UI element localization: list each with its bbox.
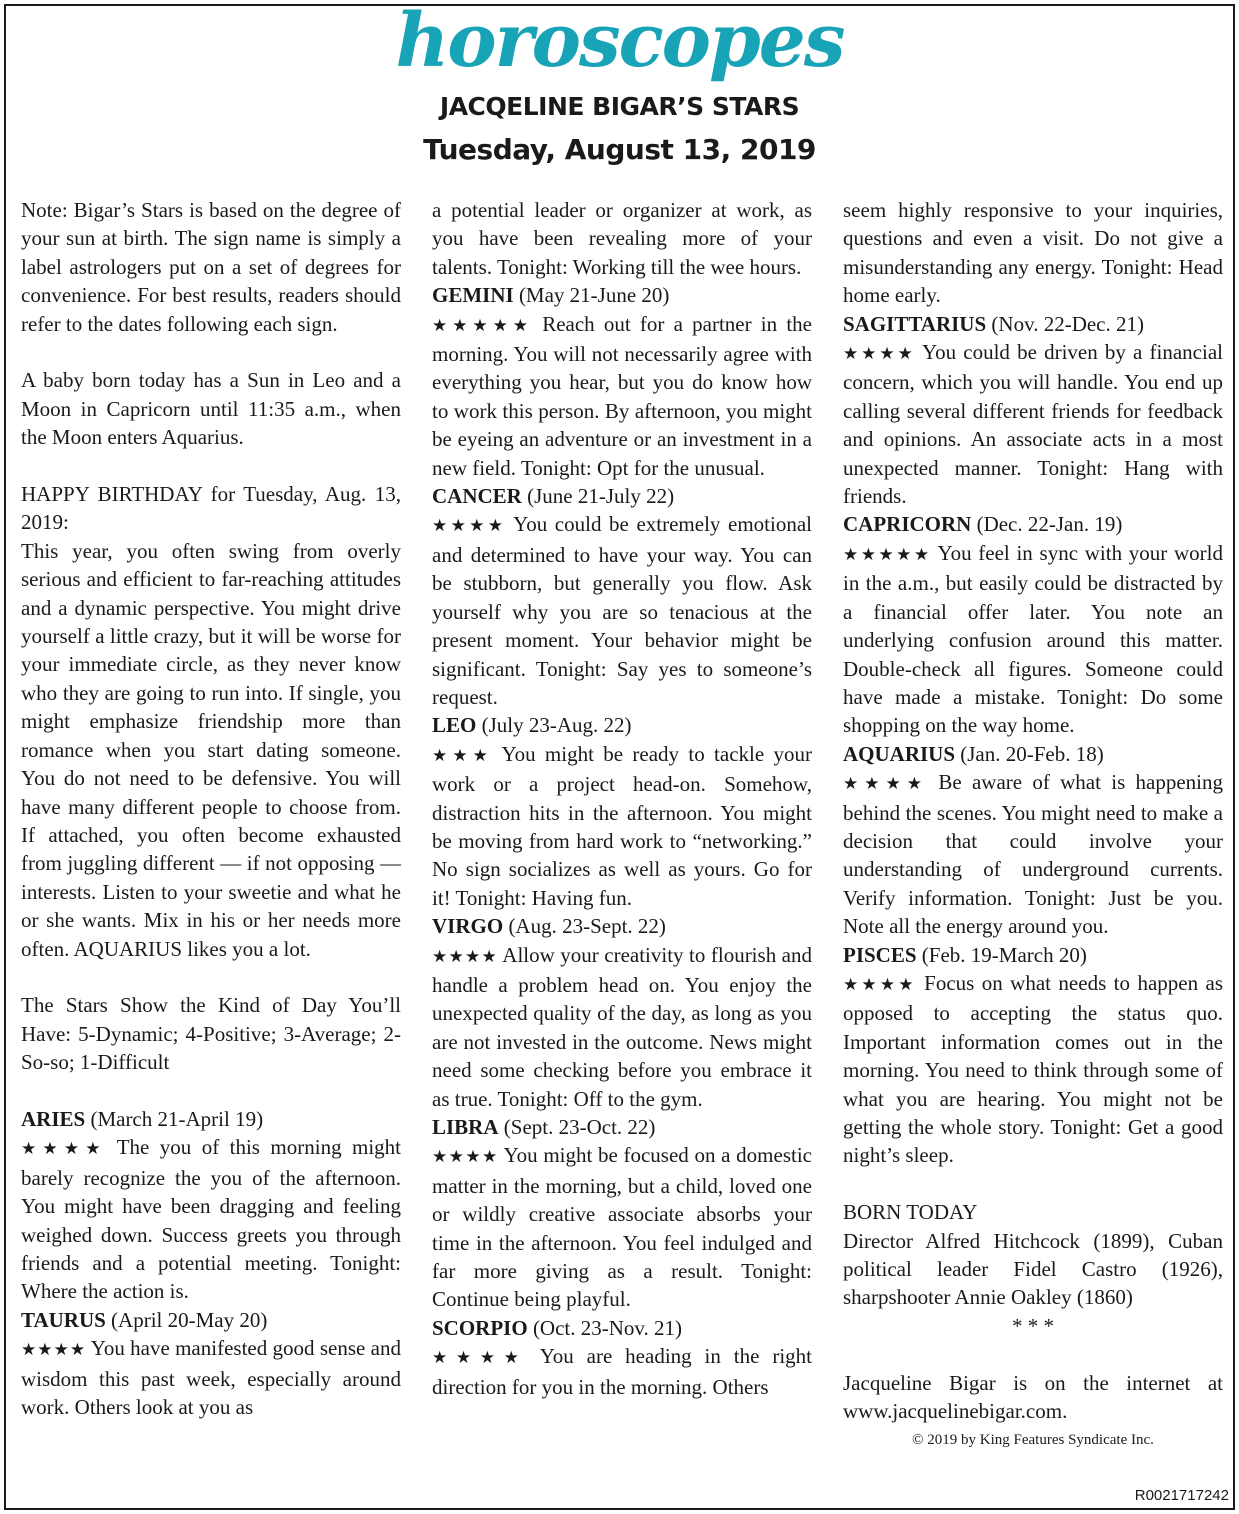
sign-dates: (Dec. 22-Jan. 19) [976,512,1123,537]
horoscopes-logo: horoscopes [395,0,844,84]
sign-name: TAURUS [21,1307,106,1332]
sign-text: You might be focused on a domestic matter in the morning, but a child, loved one or wildly creative associate absorbs your time in the afternoon. You feel indulged and far more giving as a result. Tonight: Continue being playful. [432,1143,812,1312]
sign-text: You could be extremely emotional and determined to have your way. You can be stubborn, but generally you flow. Ask yourself why you are so tenacious at the present moment. Your behavior might be significant. Tonight: Say yes to someone’s request. [432,512,812,709]
column-2 [432,196,812,1401]
sign-text: The you of this morning might barely recognize the you of the afternoon. You might have been dragging and feeling weighed down. Success greets you through friends and a potential meeting. Tonight: Where the action is. [21,1135,401,1304]
column-1 [21,196,401,1421]
star-rating: ★★★★ [21,1139,107,1160]
sign-text: Focus on what needs to happen as opposed to accepting the status quo. Important information comes out in the morning. You need to think through some of what you are hearing. You might not be getting the whole story. Tonight: Get a good night’s sleep. [843,970,1224,1168]
sign-dates: (Aug. 23-Sept. 22) [508,914,666,939]
sign-entry-gemini [432,281,812,482]
sign-text: You are heading in the right direction for you in the morning. Others [432,1344,812,1399]
birthday-text: This year, you often swing from overly serious and efficient to far-reaching attitudes and a dynamic perspective. You might drive yourself a little crazy, but it will be worse for your immediate circle, as they never know who they are going to run into. If single, you might emphasize friendship more than romance when you start dating someone. You do not need to be defensive. You will have many different people to choose from. If attached, you often become exhausted from juggling different — if not opposing — interests. Listen to your sweetie and what he or she wants. Mix in his or her needs more often. AQUARIUS likes you a lot. [21,538,401,961]
star-legend: The Stars Show the Kind of Day You’ll Have: 5-Dynamic; 4-Positive; 3-Average; 2-So-so; 1-Difficult [21,993,401,1075]
column-date: Tuesday, August 13, 2019 [423,133,816,166]
sign-dates: (Jan. 20-Feb. 18) [960,741,1104,766]
sign-dates: (Oct. 23-Nov. 21) [532,1315,683,1340]
star-rating: ★★★★ [843,344,916,365]
sign-entry-sagittarius [843,310,1223,511]
sign-entry-capricorn [843,510,1223,739]
star-rating: ★★★ [432,745,493,766]
copyright-notice: © 2019 by King Features Syndicate Inc. [912,1432,1154,1449]
sign-dates: (Feb. 19-March 20) [921,942,1087,967]
star-rating: ★★★★ [432,1147,499,1168]
internet-note: Jacqueline Bigar is on the internet at www.jacquelinebigar.com. [843,1370,1223,1424]
column-byline: JACQELINE BIGAR’S STARS [439,92,800,121]
moon-note: A baby born today has a Sun in Leo and a Moon in Capricorn until 11:35 a.m., when the Moon enters Aquarius. [21,368,401,450]
sign-text: You feel in sync with your world in the a.m., but easily could be distracted by a financial offer later. You note an underlying confusion around this matter. Double-check all figures. Someone could have made a mistake. Tonight: Do some shopping on the way home. [843,540,1223,738]
sign-entry-cancer [432,482,812,711]
sign-dates: (May 21-June 20) [518,283,670,308]
sign-name: LIBRA [432,1115,499,1139]
sign-entry-leo [432,711,812,912]
born-today-text: Director Alfred Hitchcock (1899), Cuban political leader Fidel Castro (1926), sharpshooter Annie Oakley (1860) [843,1228,1223,1310]
sign-text: Be aware of what is happening behind the scenes. You might need to make a decision that could involve your understanding of underground currents. Verify information. Tonight: Just be you. Note all the energy around you. [843,770,1223,939]
sign-name: GEMINI [432,283,514,308]
sign-name: PISCES [843,942,917,967]
sign-entry-aries [21,1105,401,1306]
sign-entry-aquarius [843,740,1223,941]
star-rating: ★★★★ [21,1340,87,1361]
sign-dates: (July 23-Aug. 22) [481,713,632,738]
sign-name: VIRGO [432,914,504,939]
sign-name: SAGITTARIUS [843,311,987,336]
sign-entry-taurus [21,1306,401,1422]
sign-dates: (Nov. 22-Dec. 21) [991,311,1144,336]
sign-entry-scorpio [432,1314,812,1401]
sign-name: AQUARIUS [843,741,956,766]
birthday-heading: HAPPY BIRTHDAY for Tuesday, Aug. 13, 2019: [21,482,401,535]
sign-text-continued: seem highly responsive to your inquiries, questions and even a visit. Do not give a misunderstanding any energy. Tonight: Head home early. [843,198,1223,308]
sign-entry-virgo [432,912,812,1113]
sign-text: Reach out for a partner in the morning. You will not necessarily agree with everything you hear, but you do know how to work this person. By afternoon, you might be eyeing an adventure or an investment in a new field. Tonight: Opt for the unusual. [432,311,813,480]
intro-note: Note: Bigar’s Stars is based on the degree of your sun at birth. The sign name is simply a label astrologers put on a set of degrees for convenience. For best results, readers should refer to the dates following each sign. [21,198,401,336]
star-rating: ★★★★ [843,974,917,995]
born-today-heading: BORN TODAY [843,1200,978,1225]
sign-text: Allow your creativity to flourish and handle a problem head on. You enjoy the unexpected quality of the day, as long as you are not invested in the outcome. News might need some checking before you embrace it as true. Tonight: Off to the gym. [432,942,813,1111]
sign-entry-pisces [843,941,1223,1170]
star-rating: ★★★★ [432,946,498,967]
sign-dates: (April 20-May 20) [111,1307,268,1332]
sign-entry-libra [432,1113,812,1314]
sign-dates: (March 21-April 19) [90,1106,264,1131]
sign-dates: (June 21-July 22) [527,484,675,509]
sign-text: You might be ready to tackle your work or a project head-on. Somehow, distraction hits in the afternoon. You might be moving from hard work to “networking.” No sign socializes as well as yours. Go for it! Tonight: Having fun. [432,741,812,910]
star-rating: ★★★★★ [843,544,932,565]
column-3 [843,196,1223,1451]
sign-text: You have manifested good sense and wisdom this past week, especially around work. Others look at you as [21,1336,401,1419]
sign-name: SCORPIO [432,1315,528,1340]
sign-name: CANCER [432,484,522,509]
sign-name: CAPRICORN [843,512,972,537]
sign-name: LEO [432,713,477,738]
star-rating: ★★★★ [432,1348,528,1369]
sign-name: ARIES [21,1106,86,1131]
section-separator: * * * [1012,1313,1054,1338]
star-rating: ★★★★★ [432,315,533,336]
sign-text: You could be driven by a financial concern, which you will handle. You end up calling several different friends for feedback and opinions. An associate acts in a most unexpected manner. Tonight: Hang with friends. [843,340,1223,509]
sign-dates: (Sept. 23-Oct. 22) [503,1115,656,1139]
star-rating: ★★★★ [432,516,507,537]
star-rating: ★★★★ [843,774,929,795]
ad-reference-code: R0021717242 [1134,1487,1229,1504]
sign-text-continued: a potential leader or organizer at work, as you have been revealing more of your talents. Tonight: Working till the wee hours. [432,198,812,279]
